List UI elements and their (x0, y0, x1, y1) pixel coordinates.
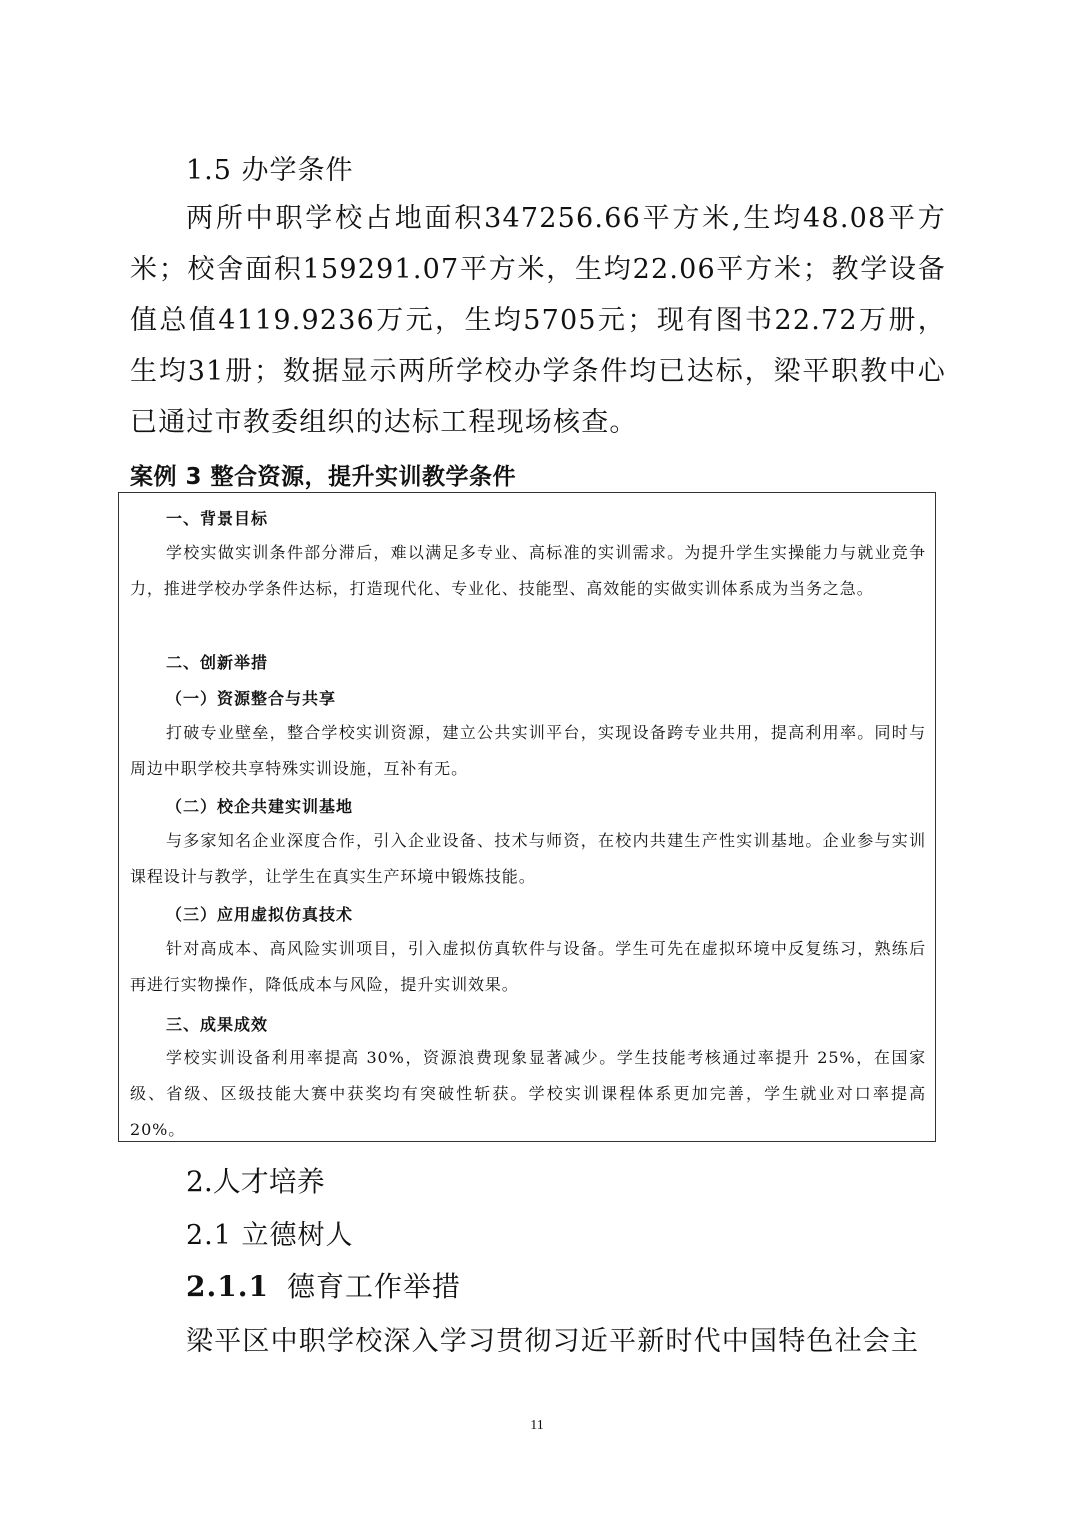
section-heading-1-5: 1.5 办学条件 (186, 155, 354, 186)
sub3-text: 针对高成本、高风险实训项目，引入虚拟仿真软件与设备。学生可先在虚拟环境中反复练习，熟练后再进行实物操作，降低成本与风险，提升实训效果。 (130, 939, 926, 994)
sub2-heading: （二）校企共建实训基地 (166, 797, 354, 816)
page-number: 11 (530, 1418, 544, 1433)
section-2-1-1-title: 德育工作举措 (286, 1270, 461, 1303)
section-1-5-paragraph: 两所中职学校占地面积347256.66平方米,生均48.08平方米；校舍面积159291.07平方米，生均22.06平方米；教学设备值总值4119.9236万元，生均5705元；现有图书22.72万册，生均31册；数据显示两所学校办学条件均已达标，梁平职教中心已通过市教委组织的达标工程现场核查。 (130, 203, 946, 438)
section-2-1-1-number: 2.1.1 (186, 1270, 269, 1303)
sub2-text: 与多家知名企业深度合作，引入企业设备、技术与师资，在校内共建生产性实训基地。企业参与实训课程设计与教学，让学生在真实生产环境中锻炼技能。 (130, 831, 926, 886)
sub1-heading: （一）资源整合与共享 (166, 689, 337, 708)
section-2-1-heading: 2.1 立德树人 (186, 1220, 354, 1251)
case-title: 案例 3 整合资源，提升实训教学条件 (130, 464, 517, 490)
innovation-heading: 二、创新举措 (166, 653, 269, 672)
section-2-heading: 2.人才培养 (186, 1165, 325, 1198)
section-2-1-1-heading (186, 1265, 461, 1305)
background-heading: 一、背景目标 (166, 509, 269, 528)
results-heading: 三、成果成效 (166, 1015, 269, 1034)
section-2-1-1-paragraph: 梁平区中职学校深入学习贯彻习近平新时代中国特色社会主 (186, 1326, 920, 1357)
sub3-heading: （三）应用虚拟仿真技术 (166, 905, 354, 924)
results-text: 学校实训设备利用率提高 30%，资源浪费现象显著减少。学生技能考核通过率提升 25%，在国家级、省级、区级技能大赛中获奖均有突破性斩获。学校实训课程体系更加完善，学生就业对口率提高 20%。 (130, 1048, 926, 1139)
background-text: 学校实做实训条件部分滞后，难以满足多专业、高标准的实训需求。为提升学生实操能力与就业竞争力，推进学校办学条件达标，打造现代化、专业化、技能型、高效能的实做实训体系成为当务之急。 (130, 543, 926, 598)
sub1-text: 打破专业壁垒，整合学校实训资源，建立公共实训平台，实现设备跨专业共用，提高利用率。同时与周边中职学校共享特殊实训设施，互补有无。 (130, 723, 926, 778)
